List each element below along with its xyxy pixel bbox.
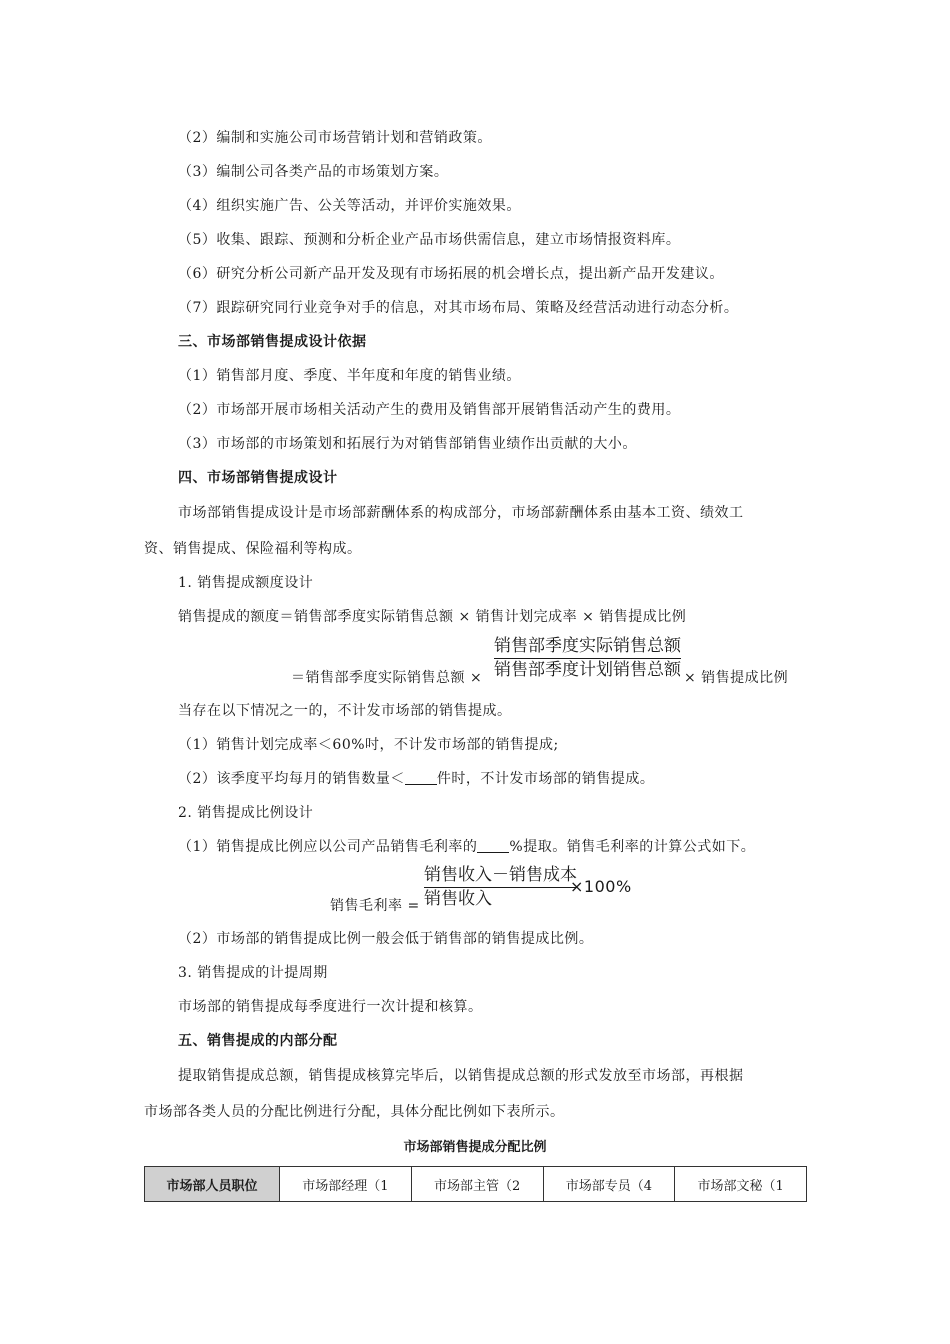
text-line: （4）组织实施广告、公关等活动，并评价实施效果。 bbox=[178, 198, 521, 214]
table-cell: 市场部经理（1 bbox=[280, 1167, 412, 1202]
fill-blank bbox=[405, 770, 437, 785]
text-line: （3）编制公司各类产品的市场策划方案。 bbox=[178, 164, 449, 180]
text-fragment: （1）销售提成比例应以公司产品销售毛利率的 bbox=[178, 839, 478, 855]
subheading: 2. 销售提成比例设计 bbox=[178, 805, 314, 821]
fill-blank bbox=[477, 838, 509, 853]
text-line bbox=[178, 769, 654, 789]
fraction-bar bbox=[424, 887, 577, 888]
table-cell: 市场部文秘（1 bbox=[675, 1167, 807, 1202]
subheading: 3. 销售提成的计提周期 bbox=[178, 965, 328, 981]
allocation-table bbox=[144, 1166, 807, 1202]
formula-prefix: 销售毛利率 = bbox=[330, 898, 420, 914]
text-line: 当存在以下情况之一的，不计发市场部的销售提成。 bbox=[178, 703, 512, 719]
section-heading: 三、市场部销售提成设计依据 bbox=[178, 334, 367, 350]
text-line: （2）编制和实施公司市场营销计划和营销政策。 bbox=[178, 130, 492, 146]
formula-denominator: 销售收入 bbox=[424, 889, 492, 909]
text-line: 销售提成的额度＝销售部季度实际销售总额 × 销售计划完成率 × 销售提成比例 bbox=[178, 609, 687, 625]
formula-prefix: ＝销售部季度实际销售总额 × bbox=[291, 670, 483, 686]
text-line: 资、销售提成、保险福利等构成。 bbox=[144, 541, 362, 557]
formula-suffix: ×100% bbox=[570, 877, 632, 896]
section-heading: 四、市场部销售提成设计 bbox=[178, 470, 338, 486]
text-line: （1）销售计划完成率＜60%吋，不计发市场部的销售提成; bbox=[178, 737, 559, 753]
text-line: 提取销售提成总额，销售提成核算完毕后，以销售提成总额的形式发放至市场部，再根据 bbox=[178, 1068, 744, 1084]
text-fragment: （2）该季度平均每月的销售数量＜ bbox=[178, 771, 405, 787]
text-line: 市场部的销售提成每季度进行一次计提和核算。 bbox=[178, 999, 483, 1015]
text-line bbox=[178, 837, 755, 857]
text-line: （2）市场部开展市场相关活动产生的费用及销售部开展销售活动产生的费用。 bbox=[178, 402, 681, 418]
text-fragment: 件时，不计发市场部的销售提成。 bbox=[436, 771, 655, 787]
text-line: （5）收集、跟踪、预测和分析企业产品市场供需信息，建立市场情报资料库。 bbox=[178, 232, 681, 248]
table-caption: 市场部销售提成分配比例 bbox=[403, 1140, 547, 1155]
formula-denominator: 销售部季度计划销售总额 bbox=[494, 660, 681, 680]
table-cell: 市场部专员（4 bbox=[543, 1167, 675, 1202]
section-heading: 五、销售提成的内部分配 bbox=[178, 1033, 338, 1049]
text-line: 市场部各类人员的分配比例进行分配，具体分配比例如下表所示。 bbox=[144, 1104, 565, 1120]
text-fragment: %提取。销售毛利率的计算公式如下。 bbox=[509, 839, 756, 855]
text-line: （6）研究分析公司新产品开发及现有市场拓展的机会增长点，提出新产品开发建议。 bbox=[178, 266, 724, 282]
table-header-cell: 市场部人员职位 bbox=[145, 1167, 280, 1202]
text-line: （7）跟踪研究同行业竞争对手的信息，对其市场布局、策略及经营活动进行动态分析。 bbox=[178, 300, 739, 316]
text-line: 市场部销售提成设计是市场部薪酬体系的构成部分，市场部薪酬体系由基本工资、绩效工 bbox=[178, 505, 744, 521]
formula-numerator: 销售收入－销售成本 bbox=[424, 865, 577, 885]
subheading: 1. 销售提成额度设计 bbox=[178, 575, 314, 591]
text-line: （1）销售部月度、季度、半年度和年度的销售业绩。 bbox=[178, 368, 521, 384]
formula-fraction bbox=[494, 636, 681, 681]
table-cell: 市场部主管（2 bbox=[411, 1167, 543, 1202]
formula-numerator: 销售部季度实际销售总额 bbox=[494, 636, 681, 656]
table-row bbox=[145, 1167, 807, 1202]
formula-suffix: × 销售提成比例 bbox=[684, 670, 789, 686]
formula-fraction bbox=[424, 865, 577, 910]
text-line: （2）市场部的销售提成比例一般会低于销售部的销售提成比例。 bbox=[178, 931, 594, 947]
text-line: （3）市场部的市场策划和拓展行为对销售部销售业绩作出贡献的大小。 bbox=[178, 436, 637, 452]
fraction-bar bbox=[494, 658, 681, 659]
